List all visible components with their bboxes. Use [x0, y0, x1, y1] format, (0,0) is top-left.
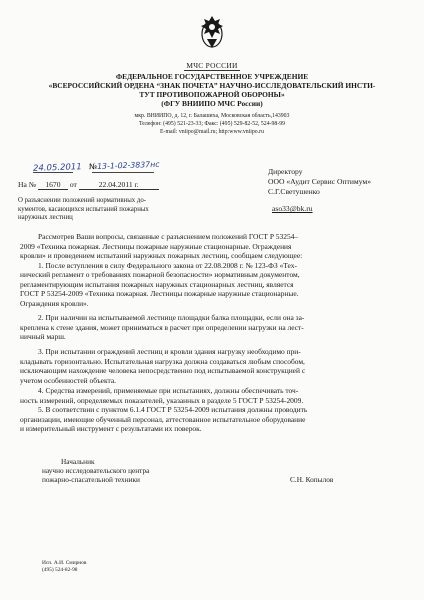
org-email-web: E-mail: vniipo@mail.ru; http:www.vniipo.ru [160, 129, 264, 135]
body-line: учетом особенностей объекта. [20, 375, 117, 385]
body-line: ГОСТ Р 53254-2009 «Техника пожарная. Лестницы пожарные наружные стационарные. [20, 289, 299, 298]
handwritten-date: 24.05.2011 [32, 162, 82, 174]
body-line: 4. Средства измерений, применяемые при испытаниях, должны обеспечивать точ- [38, 386, 299, 395]
subject-line: кументов, касающихся испытаний пожарных [18, 205, 149, 213]
body-line: ничный марш. [20, 332, 66, 341]
body-line: организации, имеющие обученный персонал, аттестованное испытательное оборудование [20, 414, 306, 424]
body-line: 2. При наличии на испытываемой лестнице площадки балка площадки, если она за- [38, 313, 305, 322]
signatory-title: пожарно-спасательной техники [42, 475, 140, 484]
body-line: кровли» и проведением испытаний наружных пожарных лестниц, сообщаем следующее: [20, 251, 303, 260]
executor-phone: (495) 524-82-98 [42, 567, 78, 573]
recipient-company: ООО «Аудит Сервис Оптимум» [268, 177, 371, 186]
org-name-line: ФЕДЕРАЛЬНОЕ ГОСУДАРСТВЕННОЕ УЧРЕЖДЕНИЕ [115, 72, 309, 81]
recipient-email[interactable]: aso33@bk.ru [272, 204, 313, 213]
signatory-name: С.Н. Копылов [290, 475, 334, 484]
body-line: кладывать горизонтально. Испытательная нагрузка должна создаваться любым способом, [20, 356, 305, 366]
org-address: мкр. ВНИИПО, д. 12, г. Балашиха, Московская область,143903 [134, 113, 290, 119]
body-line: регламентирующим испытания пожарных наружных стационарных лестниц, является [20, 279, 294, 289]
body-line: 5. В соответствии с пунктом 6.1.4 ГОСТ Р 53254-2009 испытания должны проводить [38, 405, 308, 414]
reference-number: 1670 [38, 180, 68, 190]
body-line: исключающим нахождение человека непосредственно под испытываемой конструкцией с [20, 366, 306, 375]
body-line: ность измерений, определяемых показателей, указанных в разделе 5 ГОСТ Р 53254-2009. [20, 395, 304, 405]
signatory-title: научно исследовательского центра [42, 466, 150, 475]
body-line: и измерительный инструмент с результатами их поверок. [20, 424, 202, 433]
org-phone-fax: Телефон: (495) 521-23-33; Факс: (495) 529-82-52, 524-98-99 [138, 121, 286, 127]
recipient-name: С.Г.Светушенко [268, 187, 320, 196]
reference-line: На № 1670 от 22.04.2011 г. [18, 180, 159, 190]
emblem-logo [198, 12, 226, 52]
body-line: нический регламент о требованиях пожарной безопасности» нормативным документом, [20, 270, 300, 279]
subject-line: наружных лестниц [18, 214, 73, 221]
body-line: 1. После вступления в силу Федерального закона от 22.08.2008 г. № 123-ФЗ «Тех- [38, 260, 297, 270]
reference-date: 22.04.2011 г. [79, 180, 159, 190]
ministry-name: МЧС РОССИИ [186, 61, 238, 70]
subject-line: О разъяснении положений нормативных до- [18, 197, 146, 204]
org-name-line: ТУТ ПРОТИВОПОЖАРНОЙ ОБОРОНЫ» [139, 90, 285, 99]
signatory-title: Начальник [61, 457, 95, 466]
date-underline [33, 172, 73, 173]
number-underline [92, 172, 154, 173]
executor-name: Исп. А.И. Смирнов [42, 560, 87, 566]
body-line: Рассмотрев Ваши вопросы, связанные с разъяснением положений ГОСТ Р 53254– [38, 232, 299, 241]
body-line: Ограждения кровли». [20, 298, 89, 308]
body-line: креплена к стене здания, может приниматься в расчет при определении нагрузки на лест- [20, 322, 304, 332]
org-short-name: (ФГУ ВНИИПО МЧС России) [161, 99, 263, 108]
body-line: 2009 «Техника пожарная. Лестницы пожарные наружные стационарные. Ограждения [20, 241, 292, 251]
body-line: 3. При испытании ограждений лестниц и кровли здания нагрузку необходимо при- [38, 347, 301, 356]
handwritten-outgoing-number: №13-1-02-3837нс [88, 159, 160, 172]
recipient-title: Директору [268, 167, 303, 176]
org-name-line: «ВСЕРОССИЙСКИЙ ОРДЕНА “ЗНАК ПОЧЕТА” НАУЧНО-ИССЛЕДОВАТЕЛЬСКИЙ ИНСТИ- [48, 81, 376, 90]
